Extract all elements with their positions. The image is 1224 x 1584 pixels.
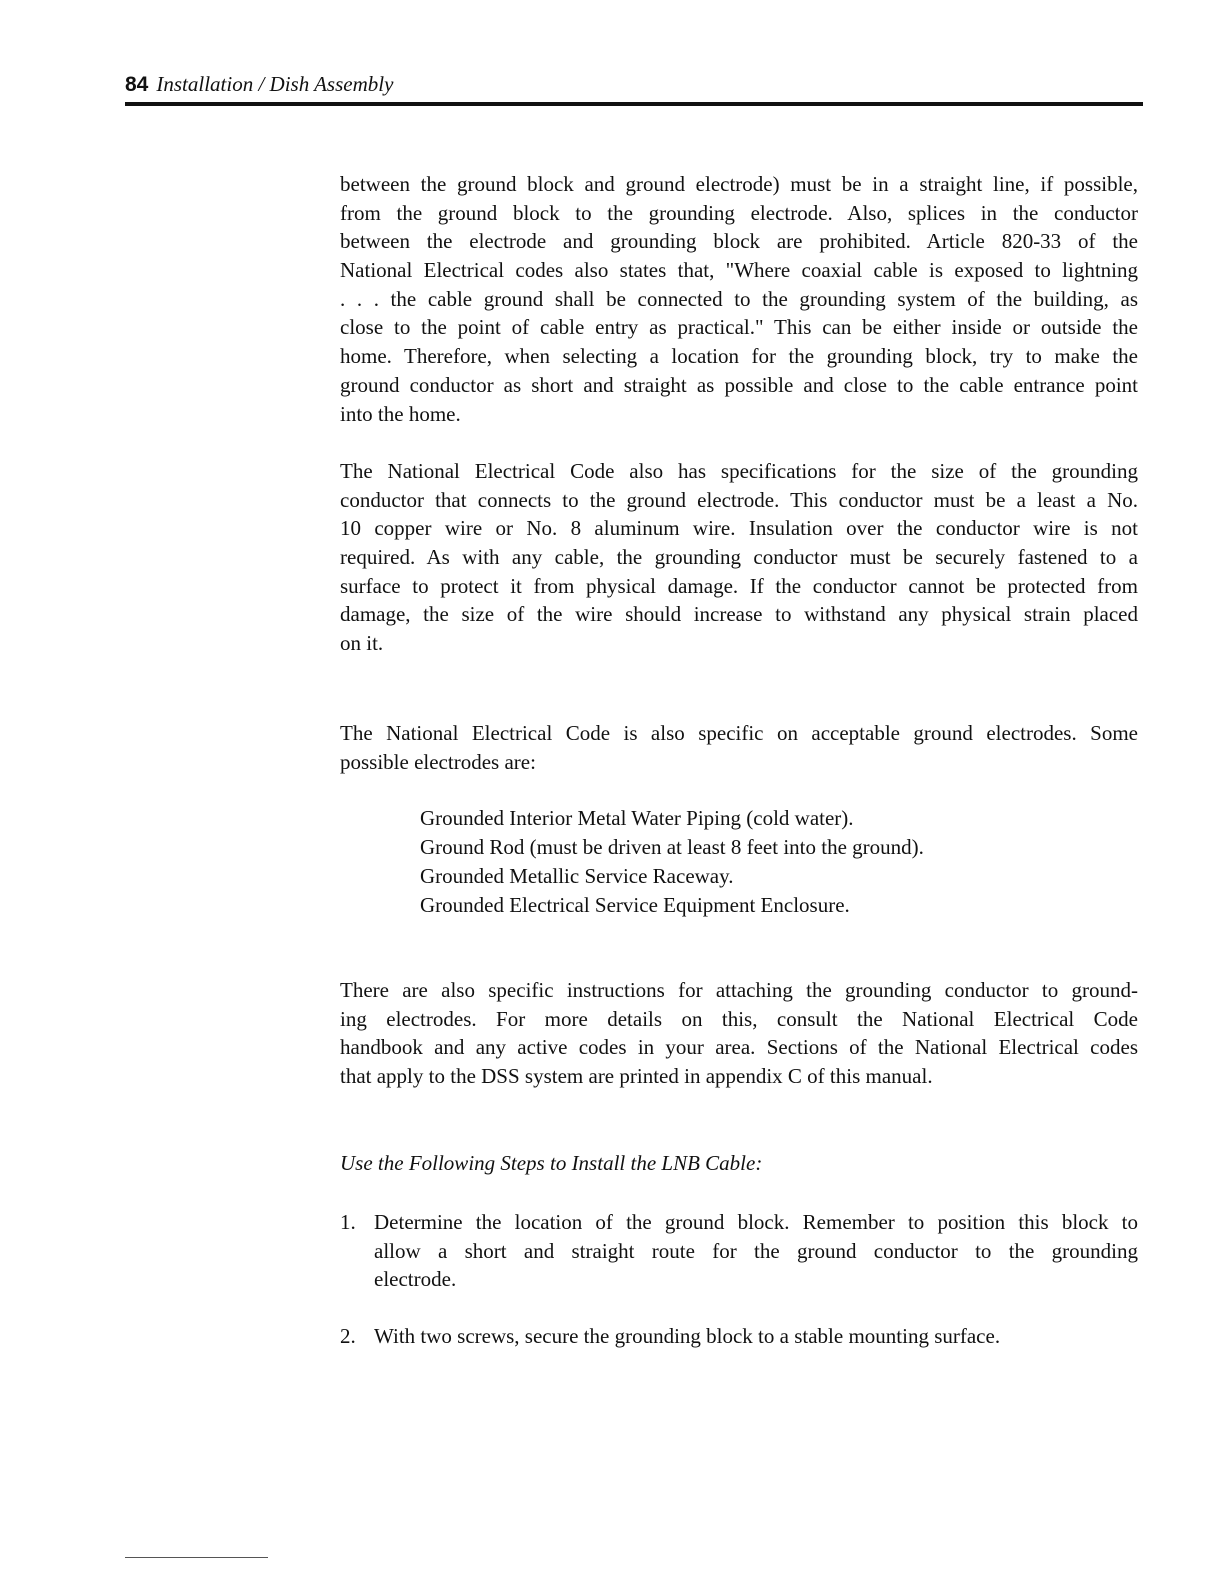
list-item: Grounded Interior Metal Water Piping (cold water). xyxy=(420,806,854,830)
text-line: required. As with any cable, the grounding conductor must be securely fastened to a xyxy=(340,545,1138,570)
steps-heading: Use the Following Steps to Install the LNB Cable: xyxy=(340,1151,763,1175)
text-line: into the home. xyxy=(340,401,461,426)
text-line: between the ground block and ground electrode) must be in a straight line, if possible, xyxy=(340,172,1138,196)
header-rule xyxy=(125,102,1143,106)
text-line: ing electrodes. For more details on this, consult the National Electrical Code xyxy=(340,1006,1138,1031)
text-line: conductor that connects to the ground electrode. This conductor must be a least a No. xyxy=(340,487,1138,512)
step-text xyxy=(374,1208,1138,1294)
step-number: 2. xyxy=(340,1324,356,1348)
text-line: National Electrical codes also states that, "Where coaxial cable is exposed to lightning xyxy=(340,258,1138,283)
text-line: . . . the cable ground shall be connected to the grounding system of the building, as xyxy=(340,286,1138,311)
text-line: surface to protect it from physical damage. If the conductor cannot be protected from xyxy=(340,573,1138,598)
list-item: Grounded Metallic Service Raceway. xyxy=(420,864,734,888)
section-title: Installation / Dish Assembly xyxy=(156,72,394,96)
text-line: electrode. xyxy=(374,1267,457,1292)
text-line: home. Therefore, when selecting a location for the grounding block, try to make the xyxy=(340,344,1138,369)
text-line: The National Electrical Code also has specifications for the size of the grounding xyxy=(340,459,1138,483)
text-line: allow a short and straight route for the ground conductor to the grounding xyxy=(374,1238,1138,1263)
text-line: handbook and any active codes in your area. Sections of the National Electrical codes xyxy=(340,1035,1138,1060)
list-item: Grounded Electrical Service Equipment Enclosure. xyxy=(420,893,850,917)
paragraph-electrodes xyxy=(340,719,1138,776)
paragraph-conductor-size xyxy=(340,457,1138,658)
text-line: 10 copper wire or No. 8 aluminum wire. Insulation over the conductor wire is not xyxy=(340,516,1138,541)
text-line: that apply to the DSS system are printed in appendix C of this manual. xyxy=(340,1064,933,1089)
step-1 xyxy=(340,1208,1138,1294)
paragraph-grounding-line xyxy=(340,170,1138,428)
electrode-list xyxy=(420,804,924,920)
step-text xyxy=(374,1322,1138,1351)
text-line: damage, the size of the wire should increase to withstand any physical strain placed xyxy=(340,602,1138,627)
step-number: 1. xyxy=(340,1210,356,1234)
list-item: Ground Rod (must be driven at least 8 feet into the ground). xyxy=(420,835,924,859)
text-line: ground conductor as short and straight as possible and close to the cable entrance point xyxy=(340,372,1138,397)
step-2 xyxy=(340,1322,1138,1351)
text-line: possible electrodes are: xyxy=(340,749,536,774)
text-line: from the ground block to the grounding electrode. Also, splices in the conductor xyxy=(340,200,1138,225)
footnote-rule xyxy=(125,1557,268,1558)
text-line: between the electrode and grounding block are prohibited. Article 820-33 of the xyxy=(340,229,1138,254)
text-line: There are also specific instructions for attaching the grounding conductor to ground- xyxy=(340,978,1138,1002)
text-line: on it. xyxy=(340,631,384,656)
page-number: 84 xyxy=(125,73,149,96)
paragraph-attaching xyxy=(340,976,1138,1091)
running-header xyxy=(125,72,393,97)
text-line: Determine the location of the ground block. Remember to position this block to xyxy=(374,1210,1138,1234)
text-line: With two screws, secure the grounding block to a stable mounting surface. xyxy=(374,1324,1001,1348)
text-line: The National Electrical Code is also specific on acceptable ground electrodes. Some xyxy=(340,721,1138,745)
text-line: close to the point of cable entry as practical." This can be either inside or outside the xyxy=(340,315,1138,340)
